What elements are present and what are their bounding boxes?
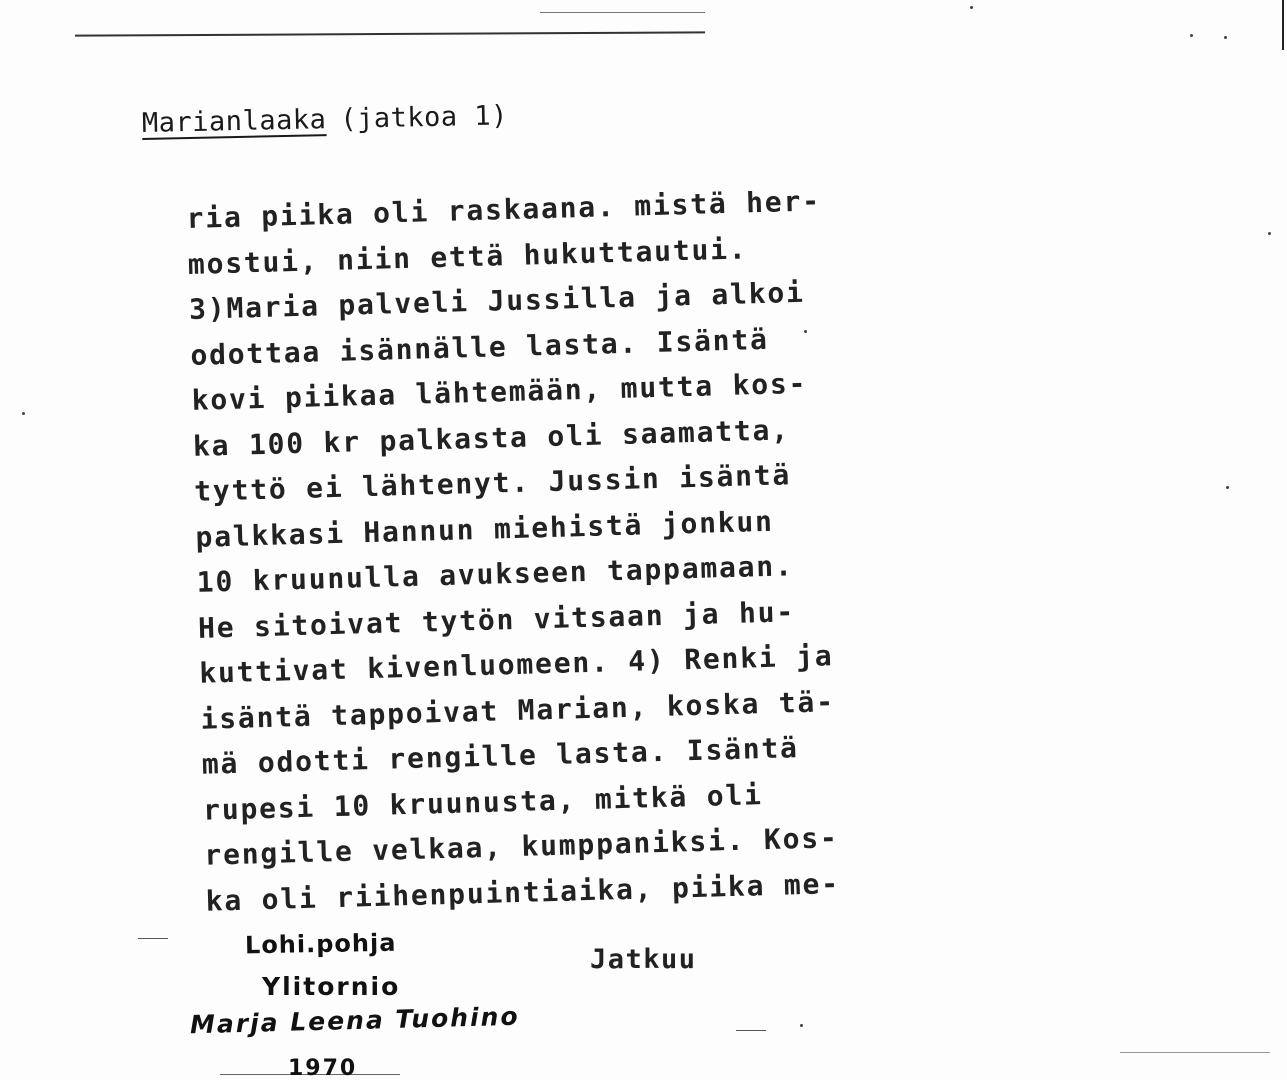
body-line: ka 100 kr palkasta oli saamatta, <box>192 412 791 463</box>
body-line: ria piika oli raskaana. mistä her- <box>186 184 822 235</box>
body-line: 10 kruunulla avukseen tappamaan. <box>196 549 795 599</box>
stray-dash-mark <box>138 938 168 939</box>
document-heading <box>142 100 508 139</box>
scan-speck <box>1190 34 1193 37</box>
scan-speck <box>970 6 973 9</box>
document-title-suffix: (jatkoa 1) <box>339 100 509 135</box>
body-line: He sitoivat tytön vitsaan ja hu- <box>197 594 796 645</box>
stamp-place: Lohi.pohja <box>244 928 397 960</box>
scan-speck <box>22 412 25 415</box>
body-line: ka oli riihenpuintiaika, piika me- <box>205 866 841 918</box>
continues-label: Jatkuu <box>590 944 697 975</box>
scan-speck <box>1226 486 1229 489</box>
stray-dash-mark <box>736 1030 766 1031</box>
body-line: mä odotti rengille lasta. Isäntä <box>201 731 800 781</box>
body-line: 3)Maria palveli Jussilla ja alkoi <box>188 275 806 326</box>
scan-speck <box>1224 36 1227 39</box>
scan-speck <box>800 1024 803 1027</box>
top-rule-line-faint <box>540 12 705 13</box>
body-line: mostui, niin että hukuttautui. <box>187 231 748 281</box>
body-line: tyttö ei lähtenyt. Jussin isäntä <box>193 458 792 508</box>
body-line: kuttivat kivenluomeen. 4) Renki ja <box>198 639 834 690</box>
stray-dash-mark <box>1120 1052 1270 1053</box>
stamp-year: 1970 <box>288 1056 358 1081</box>
body-line: rengille velkaa, kumppaniksi. Kos- <box>203 821 839 872</box>
top-rule-line <box>75 31 705 36</box>
body-line: kovi piikaa lähtemään, mutta kos- <box>191 366 808 417</box>
body-line: odottaa isännälle lasta. Isäntä <box>189 322 770 372</box>
document-title: Marianlaaka <box>141 104 327 139</box>
body-line: palkkasi Hannun miehistä jonkun <box>195 504 775 554</box>
body-line: rupesi 10 kruunusta, mitkä oli <box>202 777 764 827</box>
stamp-collector: Marja Leena Tuohino <box>189 1001 520 1040</box>
scan-speck <box>1268 232 1271 235</box>
stamp-town: Ylitornio <box>262 972 401 1001</box>
page-edge-mark <box>1282 0 1284 50</box>
body-line: isäntä tappoivat Marian, koska tä- <box>200 684 836 736</box>
document-body <box>186 177 886 924</box>
